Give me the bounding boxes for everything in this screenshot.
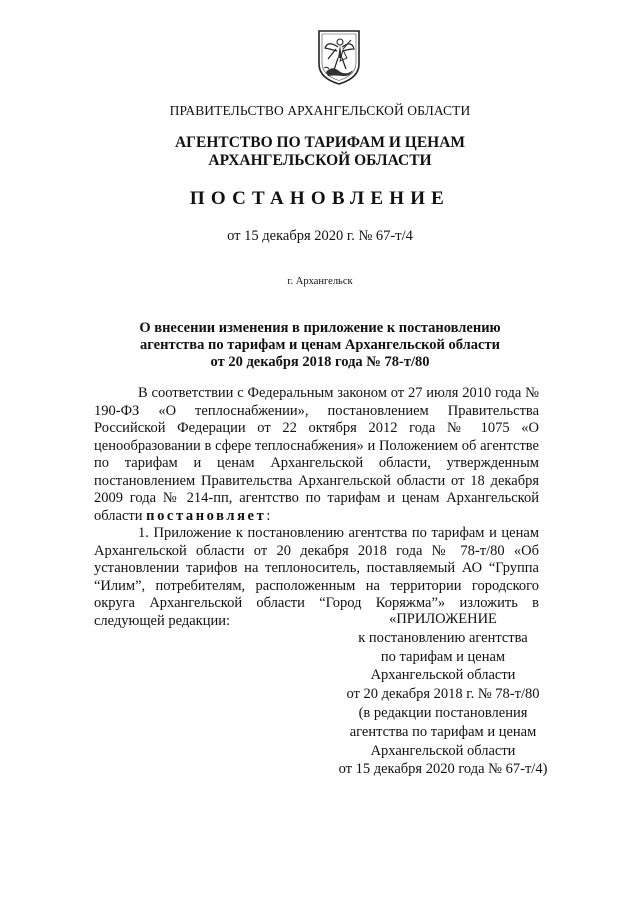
- subject-line3: от 20 декабря 2018 года № 78-т/80: [210, 354, 430, 370]
- appendix-line: по тарифам и ценам: [380, 648, 506, 665]
- document-subject: [0, 320, 640, 371]
- paragraph-1-text: В соответствии с Федеральным законом от 27 июля 2010 года № 190-ФЗ «О теплоснабжении», постановлением Правительства Российской Федерации от 22 октября 2012 года № 1075 «О ценообразовании в сфере теплоснабжения» и Положением об агентстве по тарифам и ценам Архангельской области, утвержденным постановлением Правительства Архангельской области от 18 декабря 2009 года № 214-пп, агентство по тарифам и ценам Архангельской области: [94, 385, 539, 524]
- document-date-number: от 15 декабря 2020 г. № 67-т/4: [227, 228, 413, 244]
- coat-of-arms-icon: [316, 28, 362, 86]
- appendix-line: «ПРИЛОЖЕНИЕ: [389, 611, 497, 627]
- subject-line1: О внесении изменения в приложение к постановлению: [139, 320, 501, 336]
- document-type: ПОСТАНОВЛЕНИЕ: [189, 188, 451, 209]
- appendix-line: от 20 декабря 2018 г. № 78-т/80: [346, 686, 540, 703]
- appendix-line: Архангельской области: [370, 667, 516, 684]
- agency-name-line2: АРХАНГЕЛЬСКОЙ ОБЛАСТИ: [208, 152, 432, 169]
- subject-line2: агентства по тарифам и ценам Архангельской области: [140, 337, 500, 353]
- document-city: г. Архангельск: [287, 276, 353, 287]
- body-paragraph-1: [94, 385, 539, 525]
- appendix-header: [330, 610, 556, 779]
- paragraph-1-end: :: [266, 507, 271, 524]
- appendix-line: (в редакции постановления: [358, 704, 528, 721]
- appendix-line: агентства по тарифам и ценам: [349, 723, 537, 740]
- appendix-line: от 15 декабря 2020 года № 67-т/4): [338, 761, 548, 778]
- appendix-line: Архангельской области: [370, 742, 516, 759]
- government-name: ПРАВИТЕЛЬСТВО АРХАНГЕЛЬСКОЙ ОБЛАСТИ: [169, 103, 471, 118]
- resolution-keyword: постановляет: [146, 507, 267, 524]
- appendix-line: к постановлению агентства: [358, 629, 528, 646]
- agency-name-line1: АГЕНТСТВО ПО ТАРИФАМ И ЦЕНАМ: [174, 134, 466, 151]
- body-paragraph-2: 1. Приложение к постановлению агентства по тарифам и ценам Архангельской области от 20 декабря 2018 года № 78-т/80 «Об установлении тарифов на теплоноситель, поставляемый АО “Группа “Илим”, потребителям, расположенным на территории городского округа Архангельской области “Город Коряжма”» изложить в следующей редакции:: [94, 525, 539, 629]
- document-body: [94, 385, 539, 630]
- agency-name: [0, 134, 640, 170]
